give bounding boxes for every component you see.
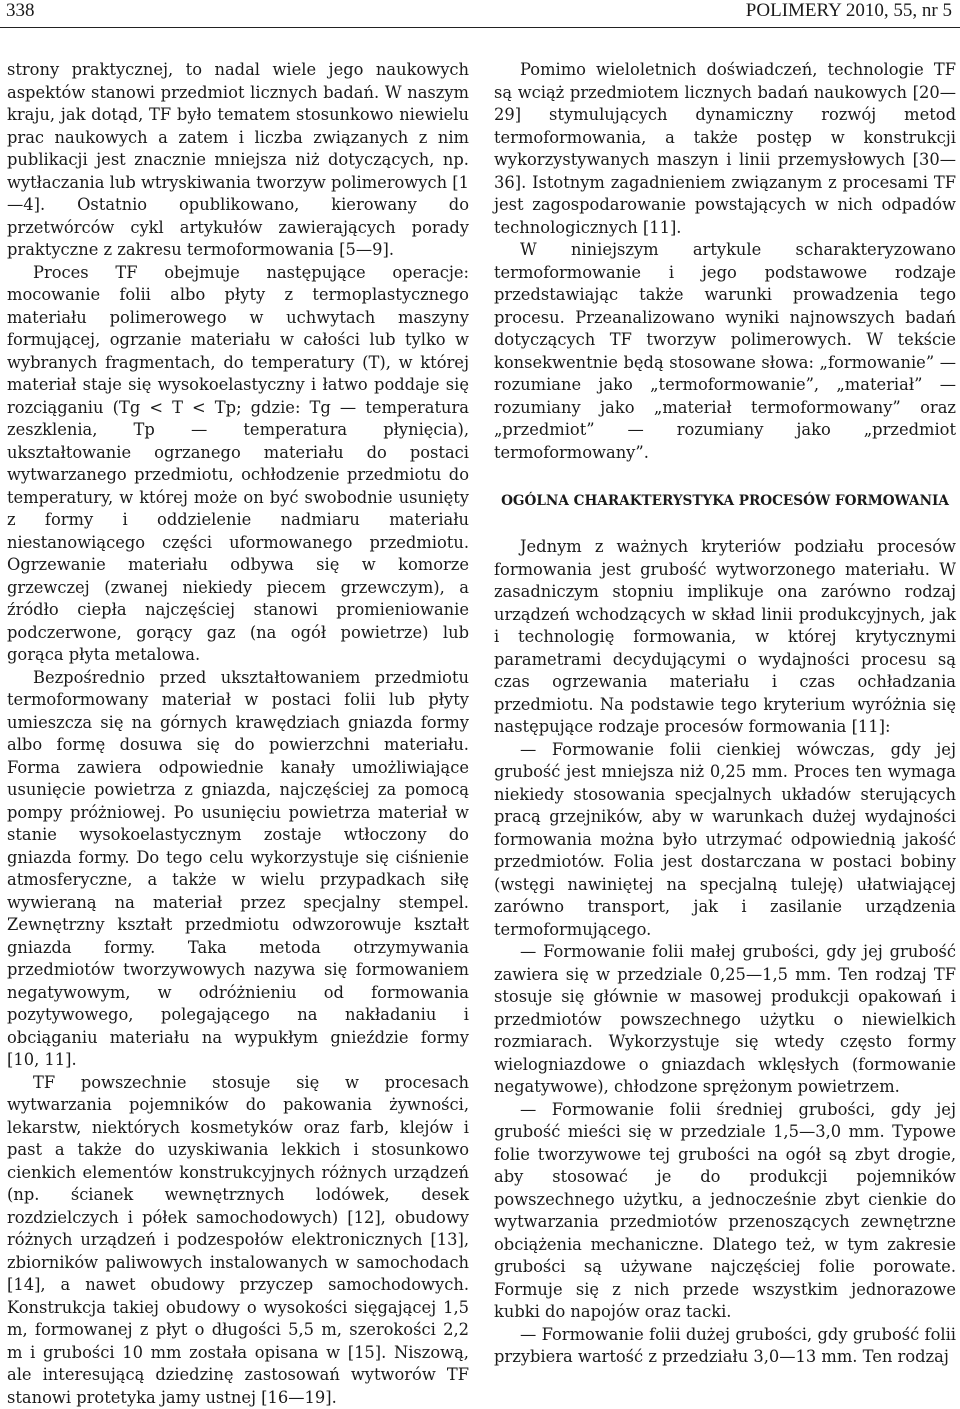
paragraph: Pomimo wieloletnich doświadczeń, technologie TF są wciąż przedmiotem licznych badań naukowych [20—29] stymulujących dynamiczny rozwój metod termoformowania, a także postęp w konstrukcji wykorzystywanych maszyn i linii przemysłowych [30—36]. Istotnym zagadnieniem związanym z procesami TF jest zagospodarowanie powstających w nich odpadów technologicznych [11]. [494,59,956,239]
paragraph: Proces TF obejmuje następujące operacje: mocowanie folii albo płyty z termoplastycznego materiału polimerowego w uchwytach maszyny formującej, ogrzanie materiału w całości lub tylko w wybranych fragmentach, do temperatury (T), w której materiał staje się wysokoelastyczny i łatwo poddaje się rozciąganiu (Tg < T < Tp; gdzie: Tg — temperatura zeszklenia, Tp — temperatura płynięcia), ukształtowanie ogrzanego materiału do postaci wytwarzanego przedmiotu, ochłodzenie przedmiotu do temperatury, w której może on być swobodnie usunięty z formy i oddzielenie nadmiaru materiału niestanowiącego części uformowanego przedmiotu. Ogrzewanie materiału odbywa się w komorze grzewczej (zwanej niekiedy piecem grzewczym), a źródło ciepła najczęściej stanowi promieniowanie podczerwone, gorący gaz (na ogół powietrze) lub gorąca płyta metalowa. [7,262,469,667]
journal-reference: POLIMERY 2010, 55, nr 5 [746,0,952,22]
page-number: 338 [6,0,35,22]
paragraph: TF powszechnie stosuje się w procesach wytwarzania pojemników do pakowania żywności, lekarstw, niektórych kosmetyków oraz farb, klejów i past a także do uzyskiwania lekkich i stosunkowo cienkich elementów konstrukcyjnych różnych urządzeń (np. ścianek wewnętrznych lodówek, desek rozdzielczych i półek samochodowych) [12], obudowy różnych urządzeń i podzespołów elektronicznych [13], zbiorników paliwowych instalowanych w samochodach [14], a nawet obudowy przyczep samochodowych. Konstrukcja takiej obudowy o wysokości sięgającej 1,5 m, formowanej z płyt o długości 5,5 m, szerokości 2,2 m i grubości 10 mm została opisana w [15]. Niszową, ale interesującą dziedzinę zastosowań wytworów TF stanowi protetyka jamy ustnej [16—19]. [7,1072,469,1409]
paragraph: Bezpośrednio przed ukształtowaniem przedmiotu termoformowany materiał w postaci folii lub płyty umieszcza się na górnych krawędziach gniazda formy albo formę dosuwa się do powierzchni materiału. Forma zawiera odpowiednie kanały umożliwiające usunięcie powietrza z gniazda, najczęściej za pomocą pompy próżniowej. Po usunięciu powietrza materiał w stanie wysokoelastycznym zostaje wtłoczony do gniazda formy. Do tego celu wykorzystuje się ciśnienie atmosferyczne, a także w wielu przypadkach siłę wywieraną na materiał przez specjalny stempel. Zewnętrzny kształt przedmiotu odwzorowuje kształt gniazda formy. Taka metoda otrzymywania przedmiotów tworzywowych nazywa się formowaniem negatywowym, w odróżnieniu od formowania pozytywowego, polegającego na nakładaniu i obciąganiu materiału na wypukłym gnieździe formy [10, 11]. [7,667,469,1072]
list-item: — Formowanie folii średniej grubości, gdy jej grubość mieści się w przedziale 1,5—3,0 mm. Typowe folie tworzywowe tej grubości na ogół są zbyt drogie, aby stosować je do produkcji pojemników powszechnego użytku, a jednocześnie zbyt cienkie do wytwarzania przedmiotów przenoszących zewnętrzne obciążenia mechaniczne. Dlatego też, w tym zakresie grubości są używane najczęściej folie porowate. Formuje się z nich przede wszystkim jednorazowe kubki do napojów oraz tacki. [494,1099,956,1324]
paragraph: Jednym z ważnych kryteriów podziału procesów formowania jest grubość wytworzonego materiału. W zasadniczym stopniu implikuje ona zarówno rodzaj urządzeń wchodzących w skład linii produkcyjnych, jak i technologię formowania, w której krytycznymi parametrami decydującymi o wydajności procesu są czas ogrzewania materiału i czas ochładzania przedmiotu. Na podstawie tego kryterium wyróżnia się następujące rodzaje procesów formowania [11]: [494,536,956,739]
section-heading: OGÓLNA CHARAKTERYSTYKA PROCESÓW FORMOWANIA [494,490,956,512]
list-item: — Formowanie folii dużej grubości, gdy grubość folii przybiera wartość z przedziału 3,0—13 mm. Ten rodzaj [494,1324,956,1369]
paragraph: W niniejszym artykule scharakteryzowano termoformowanie i jego podstawowe rodzaje przedstawiając także warunki prowadzenia tego procesu. Przeanalizowano wyniki najnowszych badań dotyczących TF tworzyw polimerowych. W tekście konsekwentnie będą stosowane słowa: „formowanie” — rozumiane jako „termoformowanie”, „materiał” — rozumiany jako „materiał termoformowany” oraz „przedmiot” — rozumiany jako „przedmiot termoformowany”. [494,239,956,464]
left-column [7,59,469,1409]
right-column [494,59,956,1369]
page-header [0,0,960,27]
list-item: — Formowanie folii małej grubości, gdy jej grubość zawiera się w przedziale 0,25—1,5 mm. Ten rodzaj TF stosuje się głównie w masowej produkcji opakowań i przedmiotów powszechnego użytku o niewielkich rozmiarach. Wykorzystuje się wtedy często formy wielogniazdowe o gniazdach wklęsłych (formowanie negatywowe), chłodzone sprężonym powietrzem. [494,941,956,1099]
header-rule [0,27,960,28]
list-item: — Formowanie folii cienkiej wówczas, gdy jej grubość jest mniejsza niż 0,25 mm. Proces ten wymaga niekiedy stosowania specjalnych układów sterujących pracą grzejników, aby w warunkach dużej wydajności formowania można było utrzymać odpowiednią jakość przedmiotów. Folia jest dostarczana w postaci bobiny (wstęgi nawiniętej na specjalną tuleję) ułatwiającej zarówno transport, jak i zasilanie urządzenia termoformującego. [494,739,956,942]
paragraph: strony praktycznej, to nadal wiele jego naukowych aspektów stanowi przedmiot licznych badań. W naszym kraju, jak dotąd, TF było tematem stosunkowo niewielu prac naukowych a zatem i liczba związanych z nim publikacji jest znacznie mniejsza niż dotyczących, np. wytłaczania lub wtryskiwania tworzyw polimerowych [1—4]. Ostatnio opublikowano, kierowany do przetwórców cykl artykułów zawierających porady praktyczne z zakresu termoformowania [5—9]. [7,59,469,262]
